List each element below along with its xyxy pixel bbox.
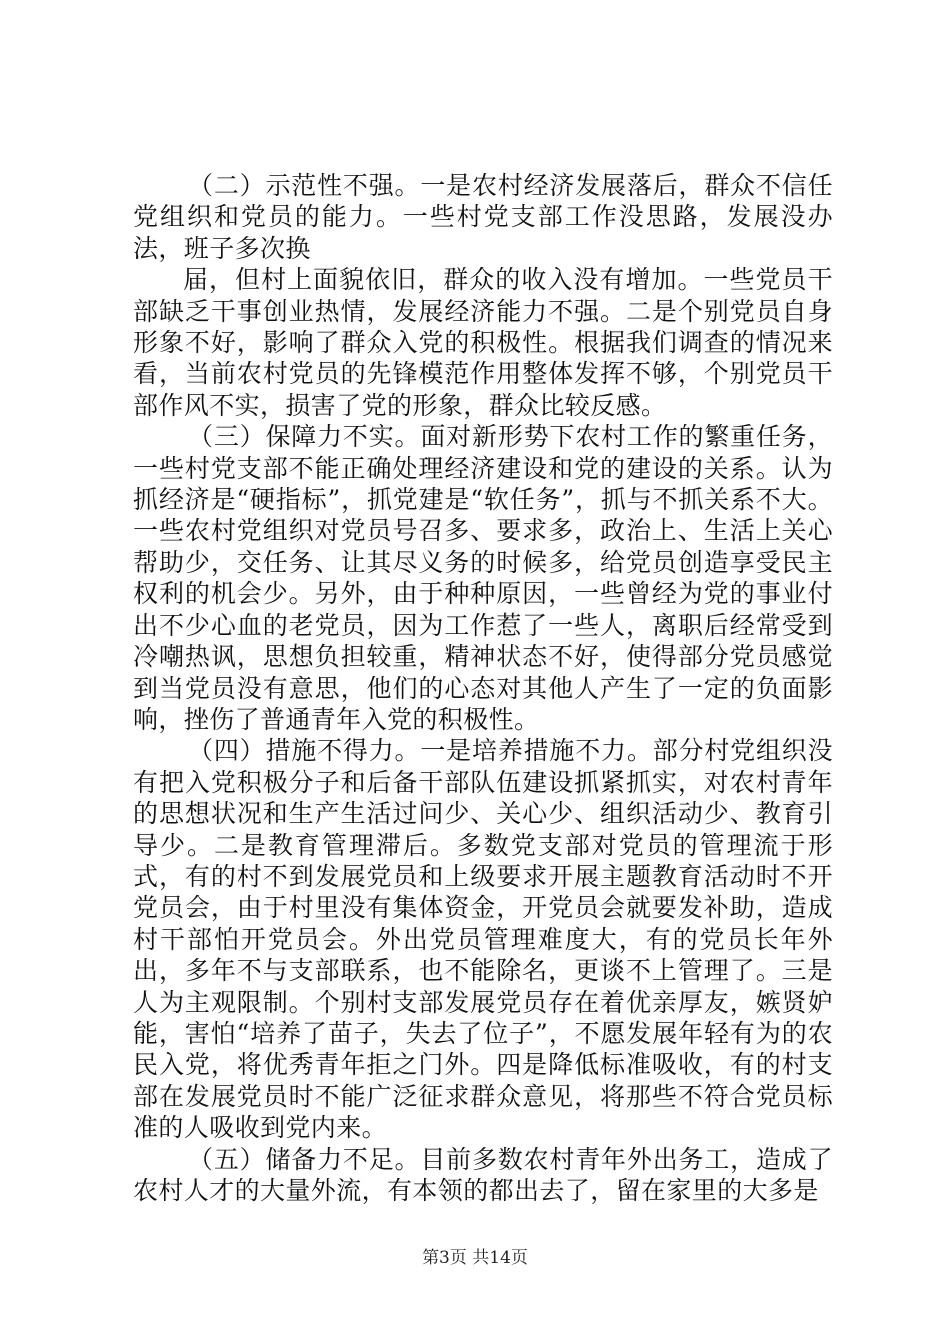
page-footer: 第3页 共14页 xyxy=(422,1248,528,1268)
paragraph-2-continued: 届，但村上面貌依旧，群众的收入没有增加。一些党员干部缺乏干事创业热情，发展经济能力不强。二是个别党员自身形象不好，影响了群众入党的积极性。根据我们调查的情况来看，当前农村党员的先锋模范作用整体发挥不够，个别党员干部作风不实，损害了党的形象，群众比较反感。 xyxy=(133,265,833,420)
paragraph-3: （三）保障力不实。面对新形势下农村工作的繁重任务，一些村党支部不能正确处理经济建设和党的建设的关系。认为抓经济是“硬指标”，抓党建是“软任务”，抓与不抓关系不大。一些农村党组织对党员号召多、要求多，政治上、生活上关心帮助少，交任务、让其尽义务的时候多，给党员创造享受民主权利的机会少。另外，由于种种原因，一些曾经为党的事业付出不少心血的老党员，因为工作惹了一些人，离职后经常受到冷嘲热讽，思想负担较重，精神状态不好，使得部分党员感觉到当党员没有意思，他们的心态对其他人产生了一定的负面影响，挫伤了普通青年入党的积极性。 xyxy=(133,422,833,734)
document-body xyxy=(133,170,833,1206)
paragraph-2: （二）示范性不强。一是农村经济发展落后，群众不信任党组织和党员的能力。一些村党支部工作没思路，发展没办法，班子多次换 xyxy=(133,171,833,263)
paragraph-5: （五）储备力不足。目前多数农村青年外出务工，造成了农村人才的大量外流，有本领的都出去了，留在家里的大多是 xyxy=(133,1144,833,1205)
paragraph-4: （四）措施不得力。一是培养措施不力。部分村党组织没有把入党积极分子和后备干部队伍建设抓紧抓实，对农村青年的思想状况和生产生活过问少、关心少、组织活动少、教育引导少。二是教育管理滞后。多数党支部对党员的管理流于形式，有的村不到发展党员和上级要求开展主题教育活动时不开党员会，由于村里没有集体资金，开党员会就要发补助，造成村干部怕开党员会。外出党员管理难度大，有的党员长年外出，多年不与支部联系，也不能除名，更谈不上管理了。三是人为主观限制。个别村支部发展党员存在着优亲厚友，嫉贤妒能，害怕“培养了苗子，失去了位子”，不愿发展年轻有为的农民入党，将优秀青年拒之门外。四是降低标准吸收，有的村支部在发展党员时不能广泛征求群众意见，将那些不符合党员标准的人吸收到党内来。 xyxy=(133,736,833,1143)
